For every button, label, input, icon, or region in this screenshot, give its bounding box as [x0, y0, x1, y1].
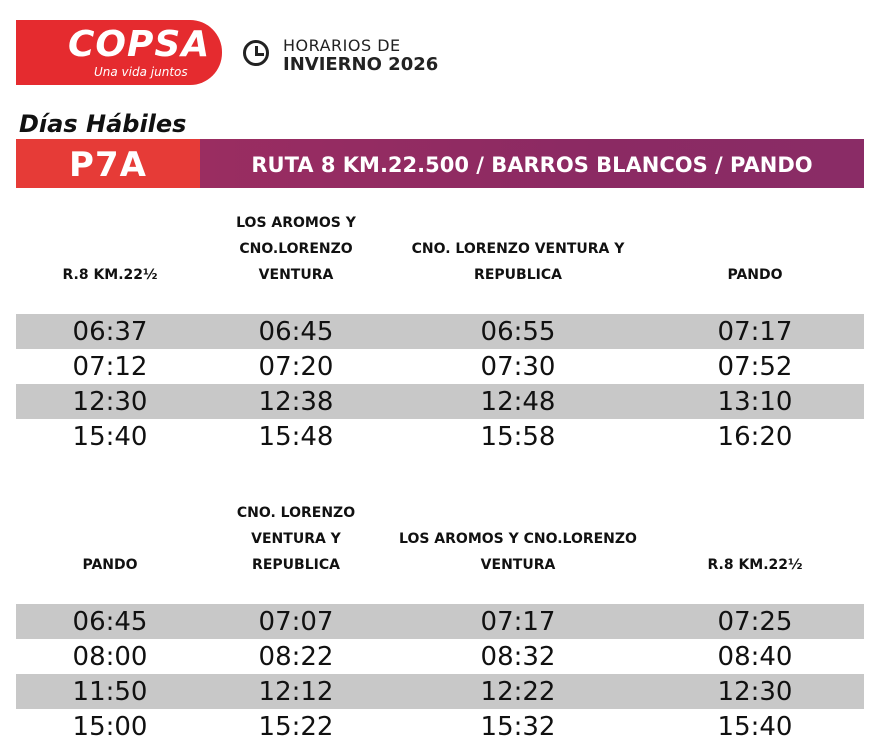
time-cell: 06:45 — [258, 317, 334, 347]
column-header-line: VENTURA Y — [251, 531, 341, 547]
column-header-line: CNO.LORENZO — [239, 241, 353, 257]
time-cell: 15:22 — [258, 712, 334, 742]
route-name: RUTA 8 KM.22.500 / BARROS BLANCOS / PANDO — [200, 139, 864, 188]
table-row — [16, 419, 864, 454]
column-header-line: CNO. LORENZO VENTURA Y — [411, 241, 625, 257]
column-header — [211, 500, 381, 578]
clock-icon — [243, 40, 269, 66]
time-cell: 13:10 — [717, 387, 793, 417]
column-header-line: VENTURA — [480, 557, 556, 573]
column-header — [25, 262, 195, 288]
time-cell: 15:00 — [72, 712, 148, 742]
time-cell: 15:48 — [258, 422, 334, 452]
time-cell: 06:37 — [72, 317, 148, 347]
time-cell: 15:58 — [480, 422, 556, 452]
time-cell: 07:20 — [258, 352, 334, 382]
season-label — [283, 36, 438, 74]
season-line1: HORARIOS DE — [283, 36, 401, 55]
column-header-line: CNO. LORENZO — [236, 505, 356, 521]
time-cell: 07:12 — [72, 352, 148, 382]
column-header — [211, 210, 381, 288]
time-cell: 12:22 — [480, 677, 556, 707]
time-cell: 15:32 — [480, 712, 556, 742]
time-cell: 11:50 — [72, 677, 148, 707]
time-cell: 07:30 — [480, 352, 556, 382]
route-bar — [16, 139, 864, 188]
time-cell: 07:17 — [480, 607, 556, 637]
time-cell: 07:07 — [258, 607, 334, 637]
time-cell: 08:00 — [72, 642, 148, 672]
time-cell: 08:40 — [717, 642, 793, 672]
time-cell: 12:30 — [717, 677, 793, 707]
time-cell: 07:25 — [717, 607, 793, 637]
column-header-line: LOS AROMOS Y CNO.LORENZO — [399, 531, 637, 547]
table-row — [16, 384, 864, 419]
route-code: P7A — [16, 139, 200, 188]
table-row — [16, 709, 864, 744]
time-cell: 12:38 — [258, 387, 334, 417]
season-line2: INVIERNO 2026 — [283, 54, 439, 75]
column-header-line: PANDO — [727, 267, 783, 283]
table-row — [16, 604, 864, 639]
time-cell: 08:32 — [480, 642, 556, 672]
column-header — [670, 552, 840, 578]
time-cell: 06:55 — [480, 317, 556, 347]
table-row — [16, 314, 864, 349]
column-header — [25, 552, 195, 578]
logo-brand: COPSA — [68, 24, 211, 65]
column-header-line: VENTURA — [258, 267, 334, 283]
column-header — [378, 526, 658, 578]
time-cell: 12:12 — [258, 677, 334, 707]
table-row — [16, 674, 864, 709]
time-cell: 12:48 — [480, 387, 556, 417]
table-row — [16, 349, 864, 384]
column-header-line: R.8 KM.22½ — [707, 557, 803, 573]
copsa-logo — [16, 20, 222, 85]
column-header-line: REPUBLICA — [474, 267, 562, 283]
time-cell: 16:20 — [717, 422, 793, 452]
column-header — [378, 236, 658, 288]
column-header-line: REPUBLICA — [252, 557, 340, 573]
table-row — [16, 639, 864, 674]
day-type-title: Días Hábiles — [19, 110, 187, 138]
column-header — [670, 262, 840, 288]
time-cell: 06:45 — [72, 607, 148, 637]
column-header-line: PANDO — [82, 557, 138, 573]
time-cell: 07:17 — [717, 317, 793, 347]
logo-tagline: Una vida juntos — [94, 65, 188, 79]
time-cell: 07:52 — [717, 352, 793, 382]
time-cell: 15:40 — [72, 422, 148, 452]
column-header-line: R.8 KM.22½ — [62, 267, 158, 283]
time-cell: 15:40 — [717, 712, 793, 742]
time-cell: 12:30 — [72, 387, 148, 417]
time-cell: 08:22 — [258, 642, 334, 672]
column-header-line: LOS AROMOS Y — [236, 215, 356, 231]
